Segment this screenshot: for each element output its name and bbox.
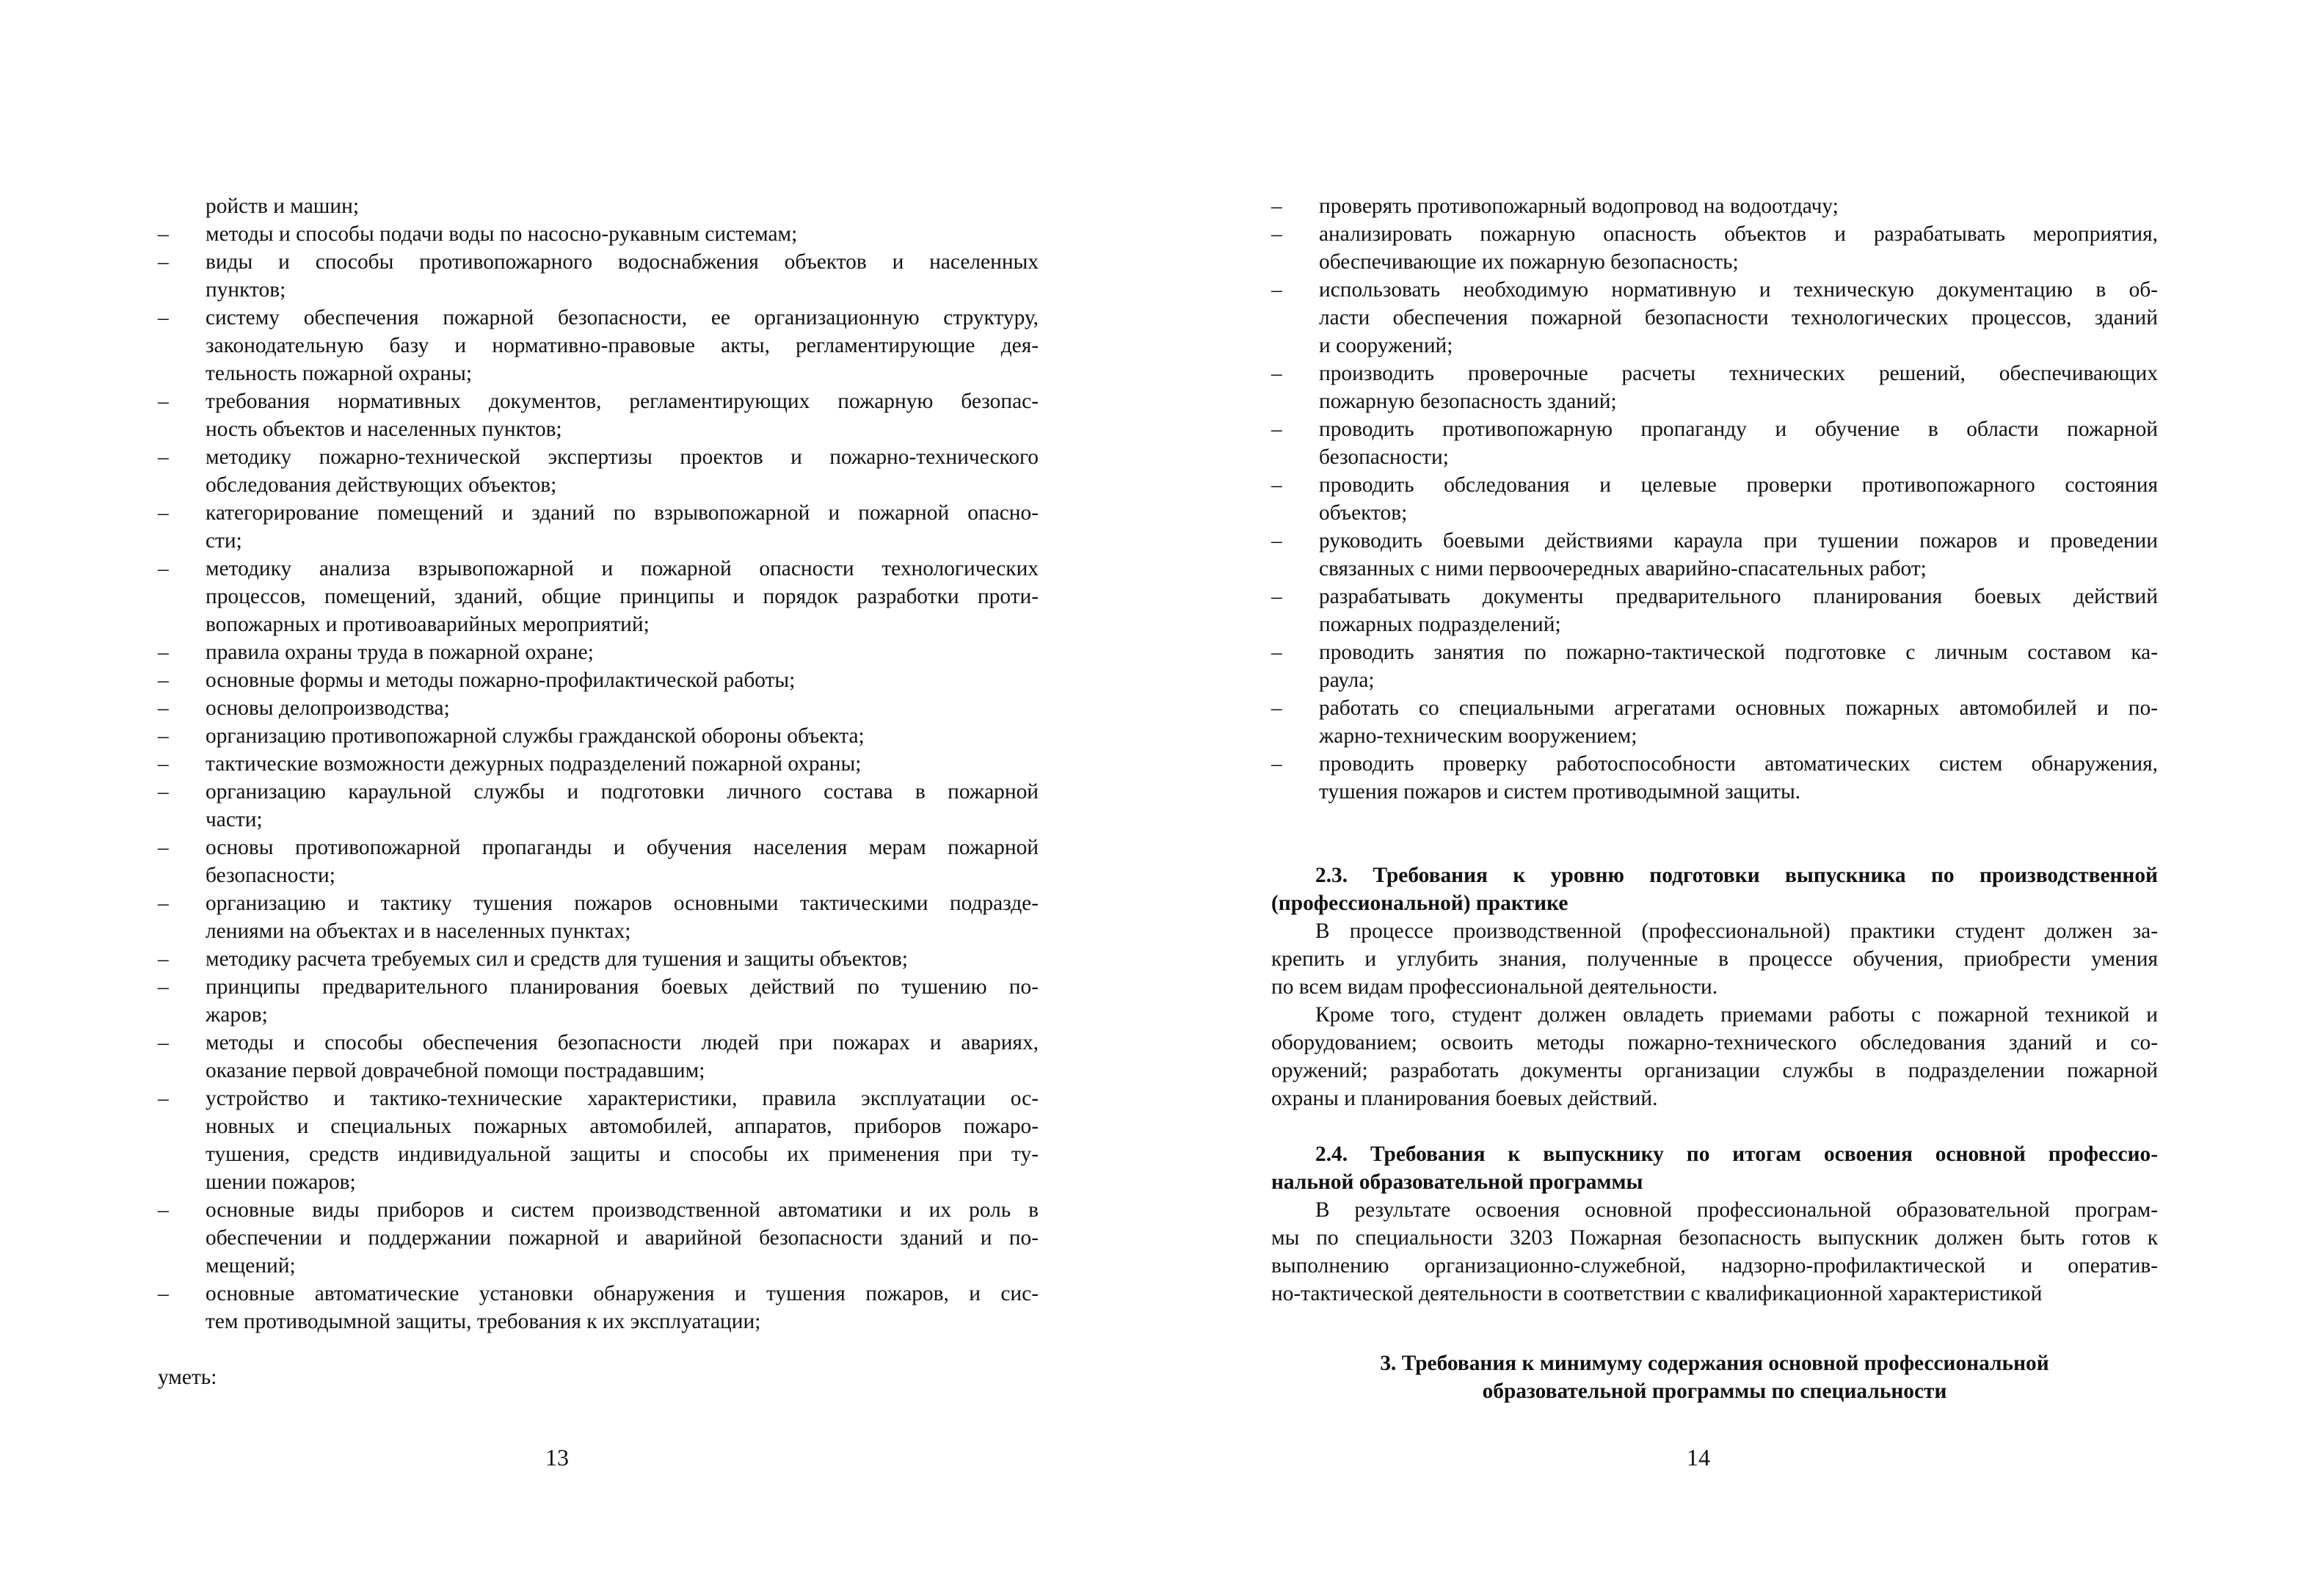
list-line-text: тактические возможности дежурных подразделений пожарной охраны; bbox=[206, 752, 862, 776]
list-dash-icon: – bbox=[158, 947, 169, 971]
list-line-text: методы и способы подачи воды по насосно-рукавным системам; bbox=[206, 222, 798, 246]
list-line-text: ройств и машин; bbox=[206, 194, 360, 218]
list-line bbox=[158, 1085, 1039, 1112]
list-line bbox=[158, 1112, 1039, 1140]
list-dash-icon: – bbox=[158, 1282, 169, 1305]
list-line bbox=[158, 527, 1039, 555]
list-line-text: сти; bbox=[206, 529, 242, 553]
list-dash-icon: – bbox=[1271, 641, 1282, 664]
right-page bbox=[1271, 192, 2158, 1405]
list-line-text: новных и специальных пожарных автомобилей, аппаратов, приборов пожаро- bbox=[206, 1115, 1039, 1138]
list-line bbox=[1271, 387, 2158, 415]
list-line-text: проводить проверку работоспособности автоматических систем обнаружения, bbox=[1319, 752, 2158, 776]
list-dash-icon: – bbox=[158, 222, 169, 246]
list-line-text: использовать необходимую нормативную и техническую документацию в об- bbox=[1319, 278, 2158, 302]
list-line bbox=[1271, 555, 2158, 583]
list-dash-icon: – bbox=[158, 641, 169, 664]
list-line bbox=[1271, 778, 2158, 806]
list-dash-icon: – bbox=[158, 975, 169, 999]
list-line bbox=[158, 1029, 1039, 1057]
section-3-heading: 3. Требования к минимуму содержания основной профессиональной bbox=[1380, 1352, 2049, 1375]
list-dash-icon: – bbox=[1271, 194, 1282, 218]
list-line-text: основные виды приборов и систем производственной автоматики и их роль в bbox=[206, 1198, 1039, 1222]
list-line-text: законодательную базу и нормативно-правовые акты, регламентирующие дея- bbox=[206, 334, 1039, 357]
section-2-4-heading: 2.4. Требования к выпускнику по итогам освоения основной профессио- bbox=[1315, 1143, 2158, 1166]
list-line bbox=[158, 1252, 1039, 1280]
left-page-list bbox=[158, 192, 1039, 1336]
list-line bbox=[158, 248, 1039, 276]
list-line bbox=[1271, 666, 2158, 694]
list-dash-icon: – bbox=[158, 892, 169, 915]
list-line-text: процессов, помещений, зданий, общие принципы и порядок разработки проти- bbox=[206, 585, 1039, 608]
list-line-text: оказание первой доврачебной помощи пострадавшим; bbox=[206, 1059, 705, 1082]
list-line bbox=[158, 499, 1039, 527]
list-line-text: категорирование помещений и зданий по взрывопожарной и пожарной опасно- bbox=[206, 501, 1039, 525]
list-line bbox=[158, 1140, 1039, 1168]
list-line-text: основные формы и методы пожарно-профилактической работы; bbox=[206, 668, 796, 692]
list-dash-icon: – bbox=[158, 390, 169, 413]
list-dash-icon: – bbox=[1271, 585, 1282, 608]
list-line-text: и сооружений; bbox=[1319, 334, 1453, 357]
list-line bbox=[1271, 638, 2158, 666]
list-line-text: систему обеспечения пожарной безопасности, ее организационную структуру, bbox=[206, 306, 1039, 329]
umet-label: уметь: bbox=[158, 1366, 217, 1389]
list-line-text: объектов; bbox=[1319, 501, 1408, 525]
list-line bbox=[158, 1308, 1039, 1336]
list-line bbox=[158, 332, 1039, 360]
section-2-3-paragraph-2-line: охраны и планирования боевых действий. bbox=[1271, 1087, 1658, 1110]
list-line bbox=[158, 889, 1039, 917]
section-2-4-heading-cont: нальной образовательной программы bbox=[1271, 1170, 1643, 1194]
list-line-text: обеспечении и поддержании пожарной и аварийной безопасности зданий и по- bbox=[206, 1226, 1039, 1250]
list-line-text: жаров; bbox=[206, 1003, 268, 1027]
list-line bbox=[158, 666, 1039, 694]
list-line bbox=[1271, 276, 2158, 304]
list-line-text: тушения пожаров и систем противодымной защиты. bbox=[1319, 780, 1801, 804]
list-line bbox=[1271, 471, 2158, 499]
list-line bbox=[1271, 499, 2158, 527]
list-line-text: вопожарных и противоаварийных мероприятий; bbox=[206, 613, 650, 636]
section-3-heading-cont: образовательной программы по специальности bbox=[1482, 1380, 1947, 1403]
section-2-4-paragraph-line: мы по специальности 3203 Пожарная безопасность выпускник должен быть готов к bbox=[1271, 1226, 2158, 1250]
list-line-text: мещений; bbox=[206, 1254, 296, 1278]
list-line bbox=[158, 945, 1039, 973]
list-line-text: обеспечивающие их пожарную безопасность; bbox=[1319, 250, 1739, 274]
list-line-text: виды и способы противопожарного водоснабжения объектов и населенных bbox=[206, 250, 1039, 274]
list-line bbox=[1271, 192, 2158, 220]
section-2-3-paragraph-2-line: оборудованием; освоить методы пожарно-технического обследования зданий и со- bbox=[1271, 1031, 2158, 1054]
list-line bbox=[158, 778, 1039, 806]
list-line-text: части; bbox=[206, 808, 263, 831]
list-line-text: жарно-техническим вооружением; bbox=[1319, 724, 1637, 748]
list-line bbox=[158, 192, 1039, 220]
list-line bbox=[158, 1168, 1039, 1196]
list-line-text: пожарную безопасность зданий; bbox=[1319, 390, 1617, 413]
right-page-list bbox=[1271, 192, 2158, 806]
list-line bbox=[158, 722, 1039, 750]
list-line-text: тушения, средств индивидуальной защиты и способы их применения при ту- bbox=[206, 1143, 1039, 1166]
list-line-text: раула; bbox=[1319, 668, 1375, 692]
section-2-4-paragraph-line: но-тактической деятельности в соответствии с квалификационной характеристикой bbox=[1271, 1282, 2043, 1305]
list-line bbox=[158, 1224, 1039, 1252]
list-line bbox=[1271, 304, 2158, 332]
list-line-text: основы делопроизводства; bbox=[206, 696, 450, 720]
list-line bbox=[158, 276, 1039, 304]
list-line bbox=[158, 220, 1039, 248]
section-2-3-paragraph-2-line: Кроме того, студент должен овладеть приемами работы с пожарной техникой и bbox=[1315, 1003, 2158, 1027]
list-line-text: шении пожаров; bbox=[206, 1170, 356, 1194]
list-line bbox=[158, 750, 1039, 778]
list-line-text: принципы предварительного планирования боевых действий по тушению по- bbox=[206, 975, 1039, 999]
list-dash-icon: – bbox=[158, 306, 169, 329]
list-dash-icon: – bbox=[158, 724, 169, 748]
list-dash-icon: – bbox=[158, 668, 169, 692]
list-line bbox=[158, 834, 1039, 861]
list-line bbox=[1271, 332, 2158, 360]
list-line-text: методику пожарно-технической экспертизы проектов и пожарно-технического bbox=[206, 445, 1039, 469]
page-number-left: 13 bbox=[545, 1444, 569, 1471]
list-line-text: требования нормативных документов, регламентирующих пожарную безопас- bbox=[206, 390, 1039, 413]
list-line bbox=[158, 583, 1039, 611]
list-line-text: организацию караульной службы и подготовки личного состава в пожарной bbox=[206, 780, 1039, 804]
list-line-text: пунктов; bbox=[206, 278, 286, 302]
list-dash-icon: – bbox=[158, 557, 169, 580]
list-line bbox=[158, 555, 1039, 583]
list-line-text: работать со специальными агрегатами основных пожарных автомобилей и по- bbox=[1319, 696, 2158, 720]
list-dash-icon: – bbox=[158, 780, 169, 804]
section-2-3-heading: 2.3. Требования к уровню подготовки выпускника по производственной bbox=[1315, 864, 2158, 887]
list-line bbox=[158, 1001, 1039, 1029]
list-line-text: основы противопожарной пропаганды и обучения населения мерам пожарной bbox=[206, 836, 1039, 859]
page-number-right: 14 bbox=[1687, 1444, 1710, 1471]
list-line-text: безопасности; bbox=[1319, 445, 1449, 469]
list-line-text: методику расчета требуемых сил и средств для тушения и защиты объектов; bbox=[206, 947, 908, 971]
list-line-text: тельность пожарной охраны; bbox=[206, 362, 473, 385]
list-line-text: связанных с ними первоочередных аварийно-спасательных работ; bbox=[1319, 557, 1927, 580]
list-dash-icon: – bbox=[158, 501, 169, 525]
section-2-3-paragraph-1-line: крепить и углубить знания, полученные в процессе обучения, приобрести умения bbox=[1271, 947, 2158, 971]
section-2-3-paragraph-2-line: оружений; разработать документы организации службы в подразделении пожарной bbox=[1271, 1059, 2158, 1082]
list-line-text: организацию и тактику тушения пожаров основными тактическими подразде- bbox=[206, 892, 1039, 915]
section-2-3-heading-cont: (профессиональной) практике bbox=[1271, 892, 1568, 915]
list-line-text: тем противодымной защиты, требования к их эксплуатации; bbox=[206, 1310, 761, 1333]
list-line bbox=[158, 471, 1039, 499]
list-line-text: ласти обеспечения пожарной безопасности технологических процессов, зданий bbox=[1319, 306, 2158, 329]
list-line bbox=[1271, 360, 2158, 387]
list-line bbox=[158, 443, 1039, 471]
list-line bbox=[1271, 611, 2158, 638]
list-dash-icon: – bbox=[158, 836, 169, 859]
list-line bbox=[1271, 583, 2158, 611]
list-dash-icon: – bbox=[1271, 278, 1282, 302]
list-line bbox=[1271, 248, 2158, 276]
list-line-text: устройство и тактико-технические характеристики, правила эксплуатации ос- bbox=[206, 1087, 1039, 1110]
list-line bbox=[158, 360, 1039, 387]
list-line-text: проводить обследования и целевые проверки противопожарного состояния bbox=[1319, 473, 2158, 497]
section-2-4-paragraph-line: выполнению организационно-служебной, надзорно-профилактической и оператив- bbox=[1271, 1254, 2158, 1278]
list-line bbox=[158, 1280, 1039, 1308]
list-line-text: проводить противопожарную пропаганду и обучение в области пожарной bbox=[1319, 418, 2158, 441]
list-line-text: обследования действующих объектов; bbox=[206, 473, 557, 497]
list-line bbox=[158, 806, 1039, 834]
list-line-text: лениями на объектах и в населенных пунктах; bbox=[206, 919, 631, 943]
list-dash-icon: – bbox=[1271, 529, 1282, 553]
list-line-text: правила охраны труда в пожарной охране; bbox=[206, 641, 594, 664]
list-line bbox=[158, 973, 1039, 1001]
list-dash-icon: – bbox=[158, 752, 169, 776]
list-dash-icon: – bbox=[1271, 418, 1282, 441]
list-line-text: организацию противопожарной службы гражданской обороны объекта; bbox=[206, 724, 865, 748]
list-line-text: производить проверочные расчеты технических решений, обеспечивающих bbox=[1319, 362, 2158, 385]
list-line bbox=[158, 638, 1039, 666]
list-line bbox=[1271, 722, 2158, 750]
list-line bbox=[1271, 220, 2158, 248]
list-dash-icon: – bbox=[158, 696, 169, 720]
list-line bbox=[1271, 527, 2158, 555]
list-line-text: методику анализа взрывопожарной и пожарной опасности технологических bbox=[206, 557, 1039, 580]
list-dash-icon: – bbox=[1271, 473, 1282, 497]
list-line-text: анализировать пожарную опасность объектов и разрабатывать мероприятия, bbox=[1319, 222, 2158, 246]
list-line-text: разрабатывать документы предварительного планирования боевых действий bbox=[1319, 585, 2158, 608]
section-2-3-paragraph-1-line: В процессе производственной (профессиональной) практики студент должен за- bbox=[1315, 919, 2158, 943]
list-dash-icon: – bbox=[158, 445, 169, 469]
list-line bbox=[158, 611, 1039, 638]
section-2-4-paragraph-line: В результате освоения основной профессиональной образовательной програм- bbox=[1315, 1198, 2158, 1222]
list-dash-icon: – bbox=[1271, 222, 1282, 246]
list-line bbox=[1271, 443, 2158, 471]
list-line-text: проводить занятия по пожарно-тактической подготовке с личным составом ка- bbox=[1319, 641, 2158, 664]
list-line-text: ность объектов и населенных пунктов; bbox=[206, 418, 562, 441]
list-line-text: основные автоматические установки обнаружения и тушения пожаров, и сис- bbox=[206, 1282, 1039, 1305]
list-dash-icon: – bbox=[158, 1031, 169, 1054]
list-line-text: руководить боевыми действиями караула при тушении пожаров и проведении bbox=[1319, 529, 2158, 553]
list-line bbox=[158, 387, 1039, 415]
list-dash-icon: – bbox=[158, 250, 169, 274]
left-page bbox=[158, 192, 1039, 1391]
list-line bbox=[158, 1057, 1039, 1085]
section-2-3-paragraph-1-line: по всем видам профессиональной деятельности. bbox=[1271, 975, 1718, 999]
list-line-text: пожарных подразделений; bbox=[1319, 613, 1561, 636]
list-line bbox=[158, 415, 1039, 443]
list-line bbox=[158, 694, 1039, 722]
list-line bbox=[158, 1196, 1039, 1224]
list-line-text: безопасности; bbox=[206, 864, 335, 887]
list-dash-icon: – bbox=[158, 1087, 169, 1110]
list-line bbox=[158, 304, 1039, 332]
list-line-text: проверять противопожарный водопровод на водоотдачу; bbox=[1319, 194, 1839, 218]
list-line bbox=[158, 917, 1039, 945]
list-line-text: методы и способы обеспечения безопасности людей при пожарах и авариях, bbox=[206, 1031, 1039, 1054]
list-dash-icon: – bbox=[1271, 362, 1282, 385]
list-line bbox=[1271, 415, 2158, 443]
list-dash-icon: – bbox=[1271, 752, 1282, 776]
list-dash-icon: – bbox=[158, 1198, 169, 1222]
list-dash-icon: – bbox=[1271, 696, 1282, 720]
list-line bbox=[1271, 694, 2158, 722]
list-line bbox=[1271, 750, 2158, 778]
list-line bbox=[158, 861, 1039, 889]
